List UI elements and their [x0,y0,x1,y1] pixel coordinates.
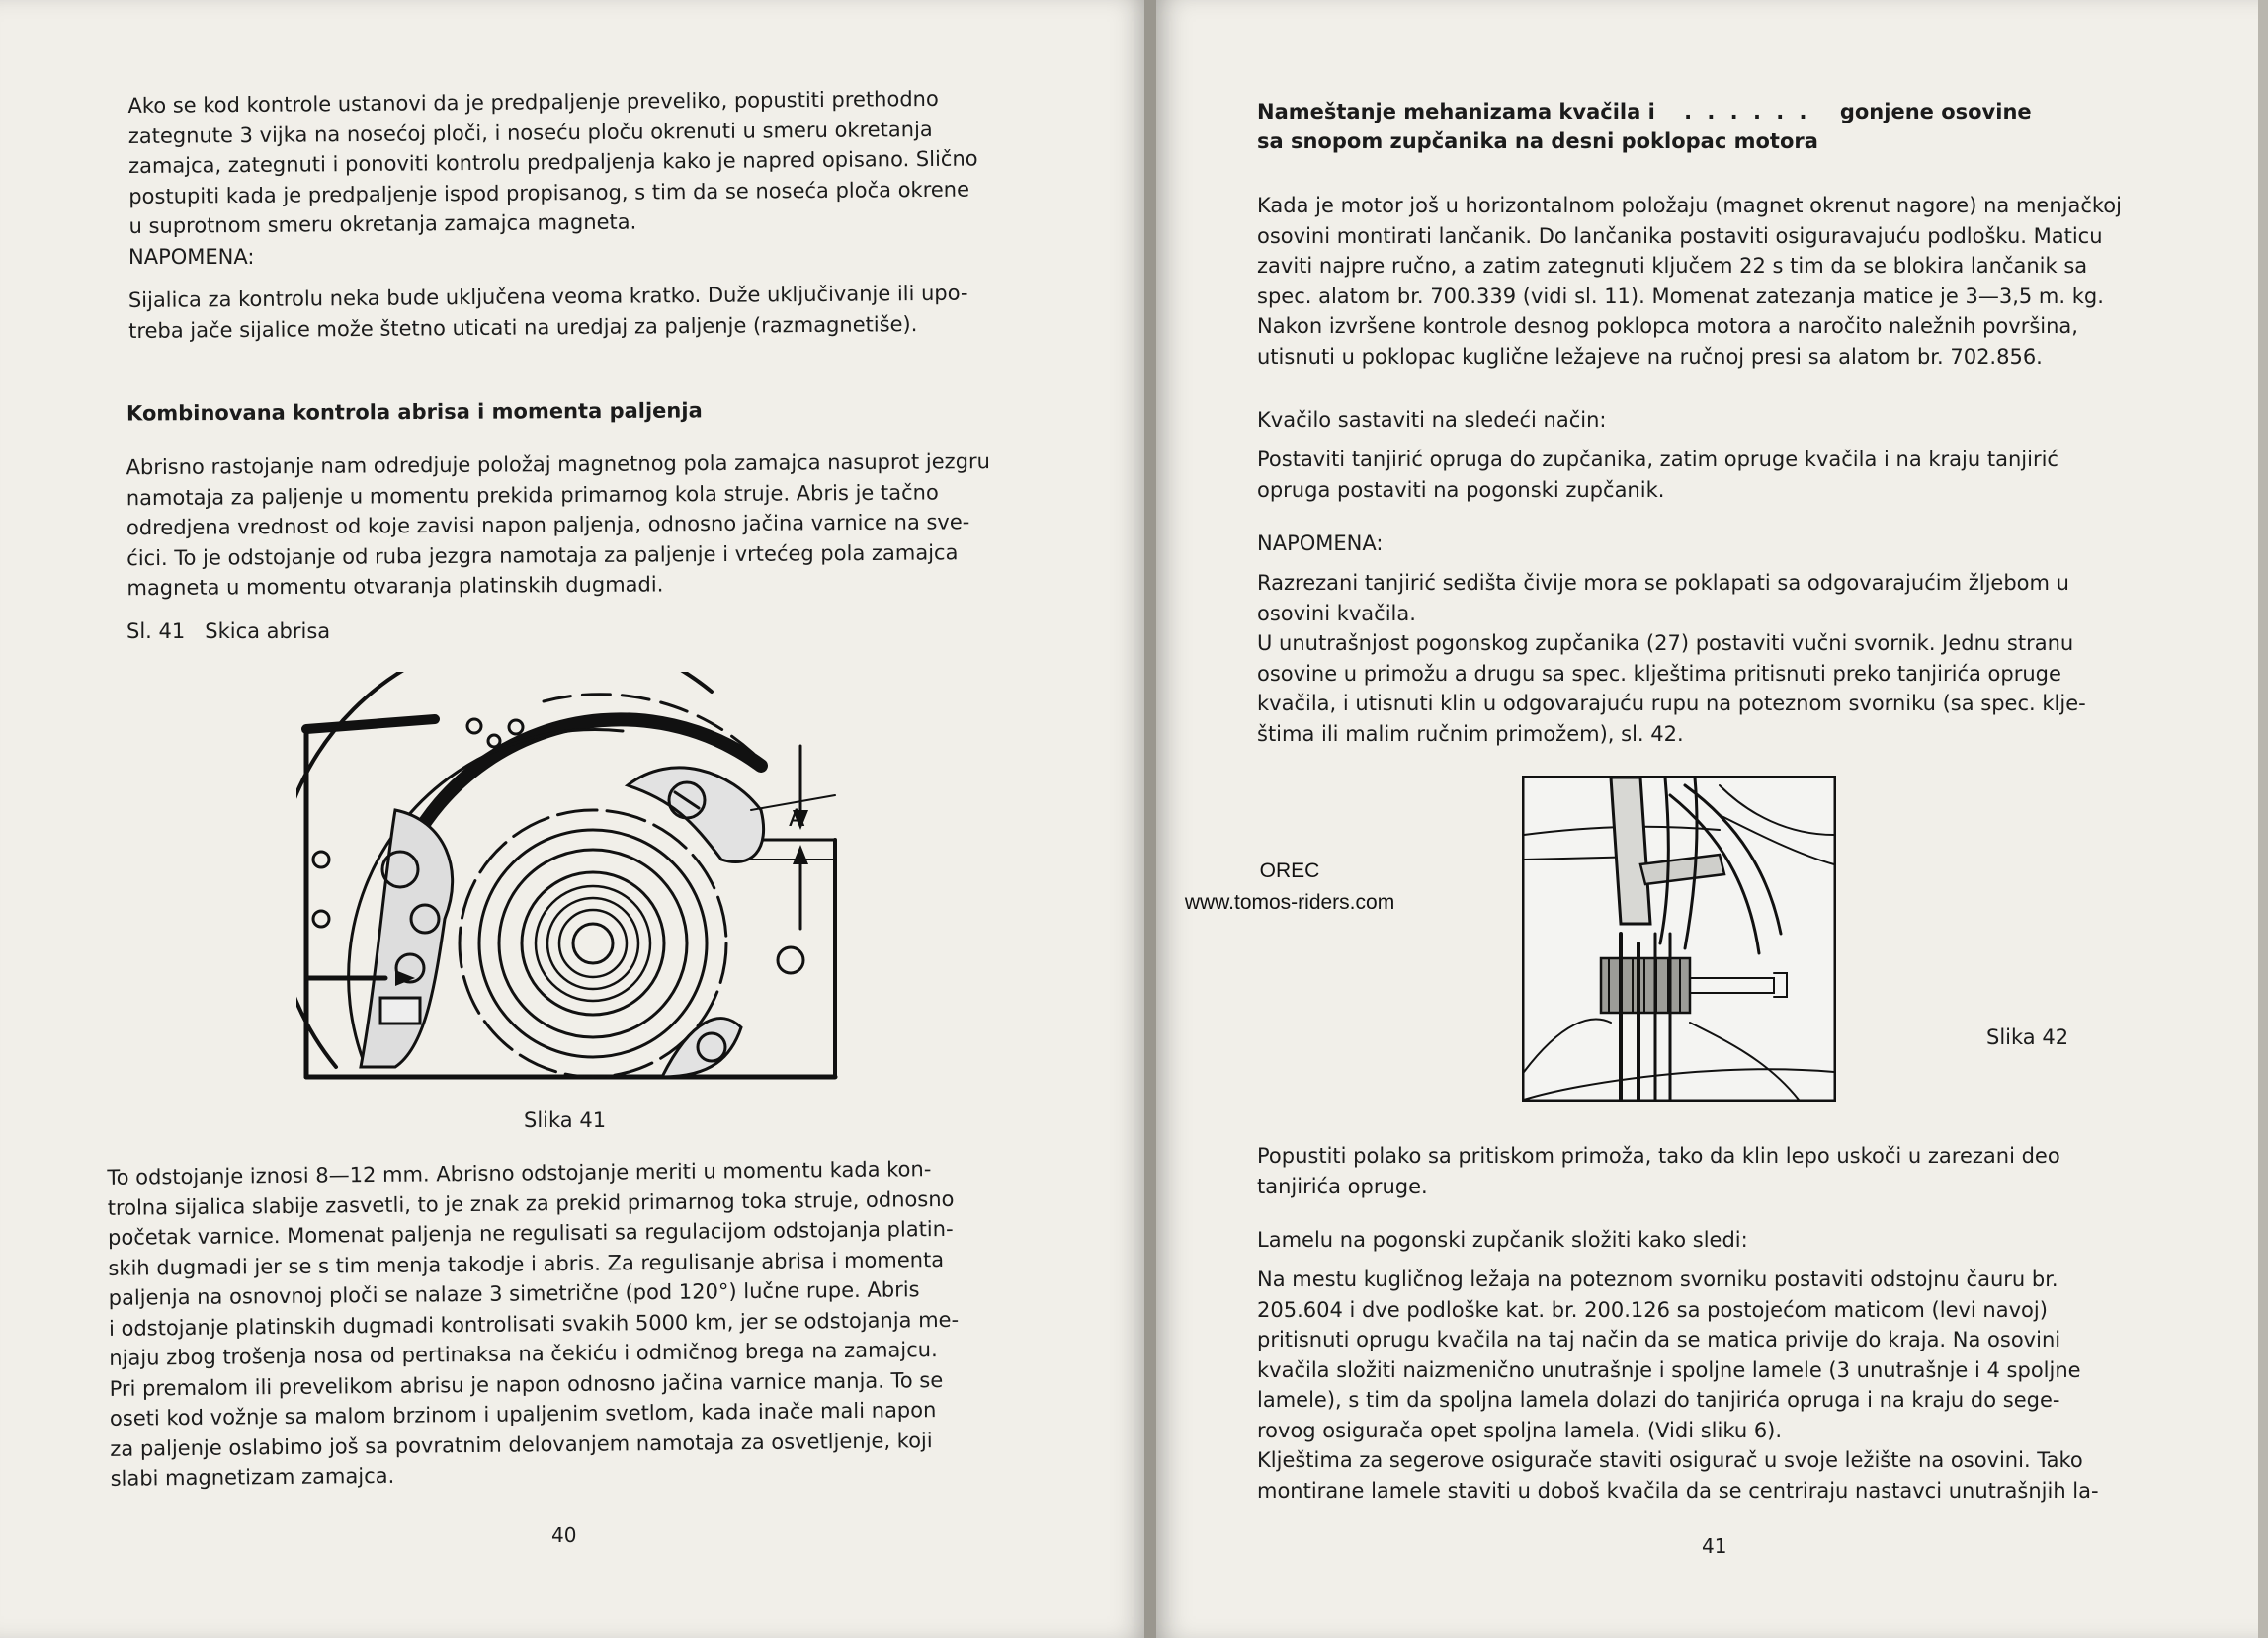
figure-41-drawing [296,672,850,1087]
page-number-left: 40 [551,1523,577,1547]
right-note [1257,568,2172,749]
watermark-title: OREC [1259,860,1320,882]
left-para-1 [127,83,1046,242]
text-line: trolna sijalica slabije zasvetli, to je znak za prekid primarnog toka struje, odnosno [107,1187,955,1220]
page-number-right: 41 [1702,1534,1727,1558]
text-line: i odstojanje platinskih dugmadi kontrolisati svakih 5000 km, jer se odstojanja me- [108,1307,960,1341]
figure-42-photo [1522,776,1836,1102]
right-para-5: Lamelu na pogonski zupčanik složiti kako sledi: [1257,1228,1748,1252]
text-line: Abrisno rastojanje nam odredjuje položaj magnetnog pola zamajca nasuprot jezgru [126,450,991,480]
text-line: Nakon izvršene kontrole desnog poklopca motora a naročito naležnih površina, [1257,314,2078,338]
right-para-3 [1257,445,2172,505]
right-para-4 [1257,1141,2172,1201]
text-line: magneta u momentu otvaranja platinskih dugmadi. [126,572,664,601]
text-line: Pri premalom ili prevelikom abrisu je napon odnosno jačina varnice manja. To se [109,1367,944,1401]
text-line: osovini kvačila. [1257,601,1416,625]
text-line: oseti kod vožnje sa malom brzinom i upaljenim svetlom, kada inače mali napon [109,1398,937,1431]
text-line: u suprotnom smeru okretanja zamajca magneta. [128,209,637,239]
text-line: pritisnuti oprugu kvačila na taj način da se matica privije do kraja. Na osovini [1257,1328,2061,1351]
page-edge [2258,0,2268,1638]
right-heading [1257,97,2032,156]
text-line: kvačila, i utisnuti klin u odgovarajuću rupu na poteznom svorniku (sa spec. klje- [1257,692,2086,715]
left-note-label: NAPOMENA: [128,245,255,269]
right-heading-line2: sa snopom zupčanika na desni poklopac motora [1257,129,1818,153]
text-line: rovog osigurača opet spoljna lamela. (Vidi sliku 6). [1257,1418,1783,1442]
figure-41-caption: Slika 41 [524,1108,607,1132]
right-note-label: NAPOMENA: [1257,532,1384,555]
left-note [128,278,1040,346]
text-line: To odstojanje iznosi 8—12 mm. Abrisno odstojanje meriti u momentu kada kon- [107,1157,932,1189]
text-line: Popustiti polako sa pritiskom primoža, tako da klin lepo uskoči u zarezani deo [1257,1144,2060,1168]
left-para-2 [126,447,1036,604]
text-line: paljenja na osnovnoj ploči se nalaze 3 simetrične (pod 120°) lučne rupe. Abris [108,1277,920,1310]
text-line: Ako se kod kontrole ustanovi da je predpaljenje preveliko, popustiti prethodno [127,86,939,119]
text-line: početak varnice. Momenat paljenja ne regulisati sa regulacijom odstojanja platin- [107,1216,954,1250]
left-para-3 [107,1153,1024,1494]
right-heading-dots: . . . . . . [1684,100,1811,123]
text-line: namotaja za paljenje u momentu prekida primarnog kola struje. Abris je tačno [126,479,939,510]
text-line: zategnute 3 vijka na nosećoj ploči, i noseću ploču okrenuti u smeru okretanja [127,117,933,148]
text-line: štima ili malim ručnim primožem), sl. 42. [1257,721,1684,746]
right-para-2: Kvačilo sastaviti na sledeći način: [1257,408,1607,432]
text-line: lamele), s tim da spoljna lamela dolazi do tanjirića opruga i na kraju do sege- [1257,1388,2060,1412]
text-line: tanjirića opruge. [1257,1174,1428,1198]
text-line: Sijalica za kontrolu neka bude uključena veoma kratko. Duže uključivanje ili upo- [127,281,968,313]
watermark-url[interactable]: www.tomos-riders.com [1184,891,1395,914]
text-line: U unutrašnjost pogonskog zupčanika (27) postaviti vučni svornik. Jednu stranu [1257,631,2074,655]
text-line: montirane lamele staviti u doboš kvačila da se centriraju nastavci unutrašnjih la- [1257,1478,2099,1503]
text-line: Klještima za segerove osigurače staviti osigurač u svoje ležište na osovini. Tako [1257,1448,2083,1472]
right-para-6 [1257,1265,2172,1506]
text-line: zamajca, zategnuti i ponoviti kontrolu predpaljenja kako je napred opisano. Slično [127,146,978,179]
figure-41-label: Sl. 41 Skica abrisa [126,619,331,643]
text-line: skih dugmadi jer se s tim menja takodje i abris. Za regulisanje abrisa i momenta [108,1247,945,1280]
figure-42-caption: Slika 42 [1986,1025,2069,1049]
text-line: kvačila složiti naizmenično unutrašnje i spoljne lamele (3 unutrašnje i 4 spoljne [1257,1357,2081,1382]
watermark[interactable] [1156,856,1423,919]
text-line: treba jače sijalice može štetno uticati na uredjaj za paljenje (razmagnetiše). [128,311,918,343]
text-line: postupiti kada je predpaljenje ispod propisanog, s tim da se noseća ploča okrene [128,177,970,208]
text-line: osovine u primožu a drugu sa spec. klještima pritisnuti preko tanjirića opruge [1257,661,2061,686]
text-line: osovini montirati lančanik. Do lančanika postaviti osiguravajuću podlošku. Maticu [1257,223,2103,248]
text-line: spec. alatom br. 700.339 (vidi sl. 11). Momenat zatezanja matice je 3—3,5 m. kg. [1257,284,2104,308]
right-para-1 [1257,191,2172,371]
figure-41-marker: A [789,804,805,832]
text-line: Postaviti tanjirić opruga do zupčanika, zatim opruge kvačila i na kraju tanjirić [1257,448,2058,471]
text-line: zaviti najpre ručno, a zatim zategnuti ključem 22 s tim da se blokira lančanik sa [1257,254,2088,278]
text-line: ćici. To je odstojanje od ruba jezgra namotaja za paljenje i vrtećeg pola zamajca [126,539,959,570]
right-heading-part-b: gonjene osovine [1839,100,2032,123]
text-line: za paljenje oslabimo još sa povratnim delovanjem namotaja za osvetljenje, koji [110,1428,933,1461]
text-line: odredjena vrednost od koje zavisi napon paljenja, odnosno jačina varnice na sve- [126,510,970,540]
text-line: slabi magnetizam zamajca. [110,1463,395,1491]
right-page [1156,0,2268,1638]
text-line: 205.604 i dve podloške kat. br. 200.126 sa postojećom maticom (levi navoj) [1257,1297,2048,1322]
text-line: opruga postaviti na pogonski zupčanik. [1257,477,1665,502]
text-line: Kada je motor još u horizontalnom položaju (magnet okrenut nagore) na menjačkoj [1257,194,2122,217]
text-line: njaju zbog trošenja nosa od pertinaksa na čekiću i odmičnog brega na zamajcu. [109,1338,938,1370]
right-heading-part-a: Nameštanje mehanizama kvačila i [1257,100,1655,123]
text-line: Na mestu kugličnog ležaja na poteznom svorniku postaviti odstojnu čauru br. [1257,1268,2058,1291]
text-line: utisnuti u poklopac kuglične ležajeve na ručnoj presi sa alatom br. 702.856. [1257,344,2043,369]
left-heading: Kombinovana kontrola abrisa i momenta paljenja [126,398,703,426]
text-line: Razrezani tanjirić sedišta čivije mora se poklapati sa odgovarajućim žljebom u [1257,571,2069,595]
